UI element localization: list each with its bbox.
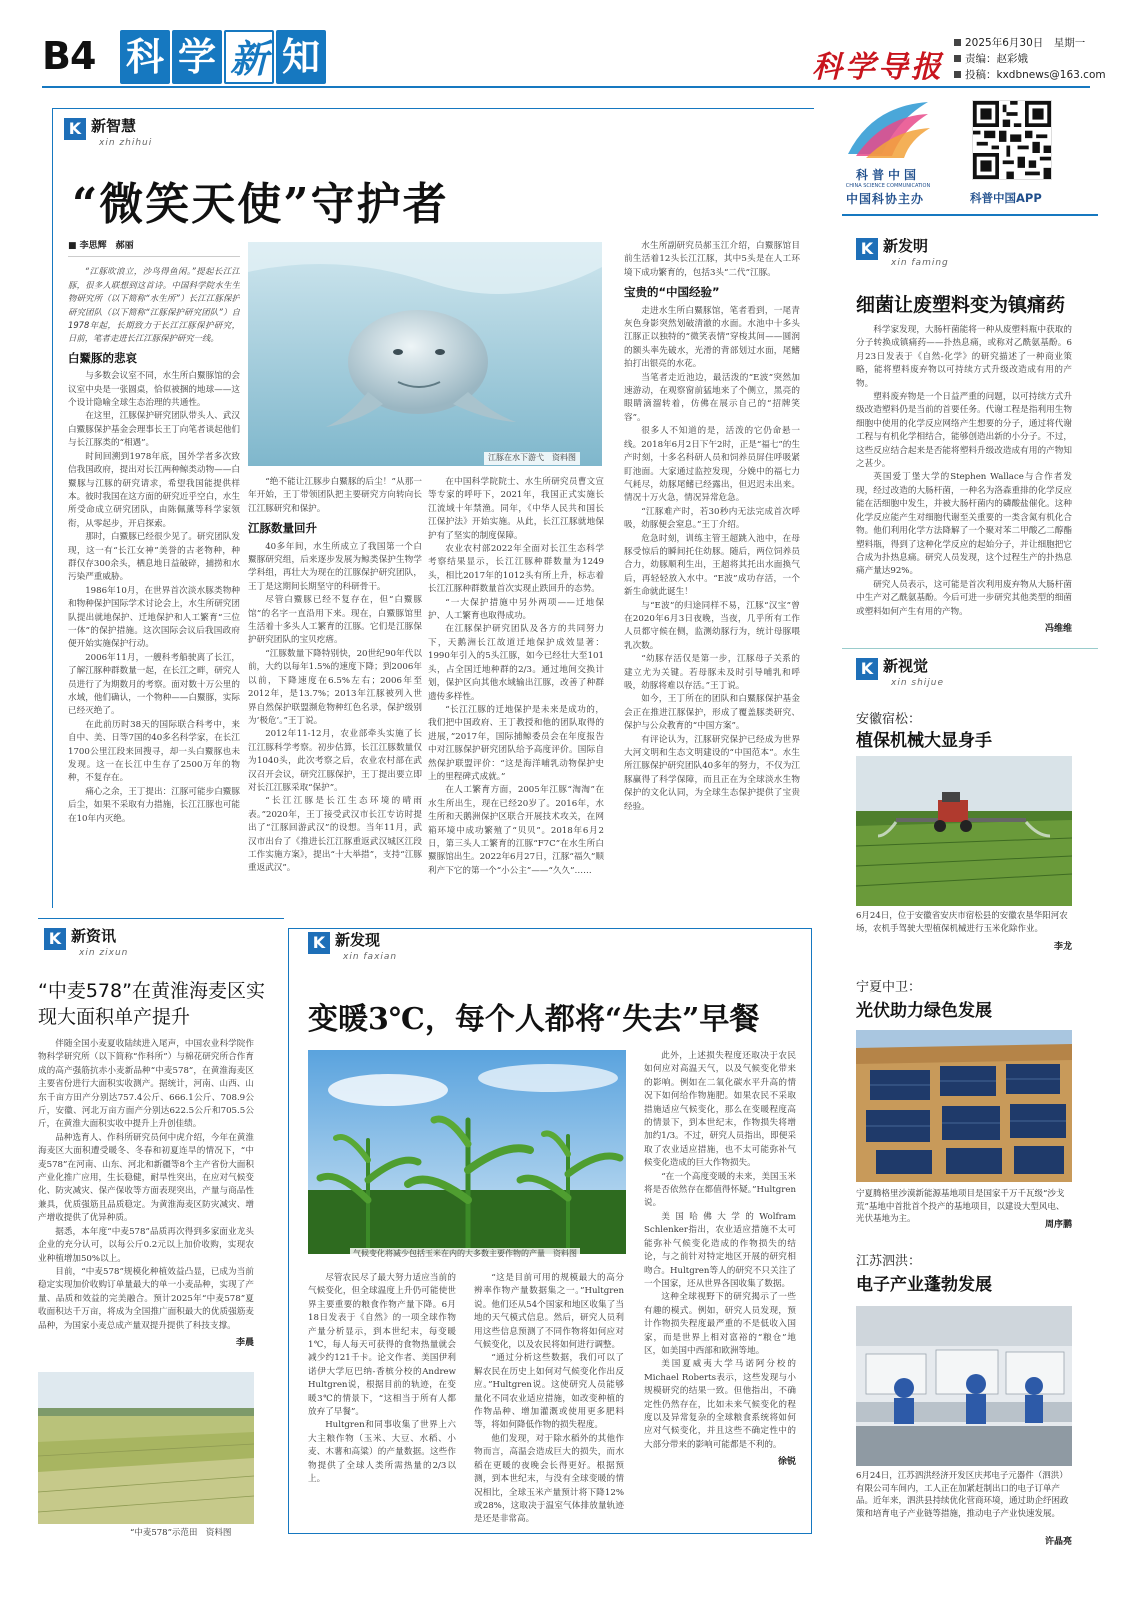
tag-xin-faming xyxy=(856,238,949,272)
visual-title: 植保机械大显身手 xyxy=(856,731,992,751)
lead: “江豚吹浪立，沙鸟得鱼闲。”提起长江江豚，很多人联想到这首诗。中国科学院水生生物研究所（以下简称“水生所”）长江江豚保护研究团队（以下简称“江豚保护研究团队”）自1978年起，长期致力于长江江豚保护研究，日前，笔者走进长江江豚保护研究一线。 xyxy=(68,266,240,344)
paragraph: 据悉，本年度“中麦578”品质再次得到多家面业龙头企业的充分认可，以每公斤0.2元以上加价收购，实现农业种植增加50%以上。 xyxy=(38,1226,254,1264)
paragraph: Hultgren和同事收集了世界上六大主粮作物（玉米、大豆、水稻、小麦、木薯和高粱）的产量数据。这些作物提供了全球人类所需热量的2/3以上。 xyxy=(308,1420,456,1485)
paragraph: 农业农村部2022年全面对长江生态科学考察结果显示，长江江豚种群数量为1249头，相比2017年的1012头有所上升，标志着长江江豚种群数量首次实现止跌回升的态势。 xyxy=(428,544,604,595)
tag-pinyin: xin faming xyxy=(891,258,949,268)
sprayer-image xyxy=(856,756,1072,906)
electronics-image xyxy=(856,1306,1072,1466)
byline: 周序鹏 xyxy=(1044,1220,1072,1230)
paragraph: 1986年10月，在世界首次淡水豚类物种和物种保护国际学术讨论会上，水生所研究团队提出就地保护、迁地保护和人工繁育“三位一体”的保护措施。这次国际会议后我国政府便开始实施保护行动。 xyxy=(68,585,240,650)
paragraph: 在中国科学院院士、水生所研究员曹文宣等专家的呼吁下，2021年，我国正式实施长江流域十年禁渔。同年，《中华人民共和国长江保护法》开始实施。从此，长江江豚就地保护有了坚实的制度保障。 xyxy=(428,477,604,541)
wheat-body xyxy=(38,1038,254,1364)
paragraph: 与“E波”的归途同样不易，江豚“汉宝”曾在2020年6月3日夜晚，当夜，几乎所有工作人员都守候在侧，监测幼豚行为，统计母豚喂乳次数。 xyxy=(624,600,800,651)
tag-xin-zixun xyxy=(44,928,128,962)
tag-label: 新发现 xyxy=(335,931,381,949)
paragraph: 如今，王丁所在的团队和白鱀豚保护基金会正在推进江豚保护，形成了覆盖豚类研究、保护与公众教育的“中国方案”。 xyxy=(624,694,800,732)
paragraph: “幼豚存活仅是第一步，江豚母子关系的建立尤为关键。若母豚未及时引导哺乳和呼吸，幼豚将难以存活。”王丁说。 xyxy=(624,654,800,691)
wheat-title: “中麦578”在黄淮海麦区实现大面积单产提升 xyxy=(38,980,265,1028)
climate-col-1 xyxy=(308,1272,456,1528)
photo-electronics xyxy=(856,1306,1072,1466)
paragraph: “长江江豚是长江生态环境的晴雨表。”2020年，王丁接受武汉市长江专访时提出了“江豚回游武汉”的设想。当年11月，武汉市出台了《推进长江江豚重返武汉城区江段工作实施方案》，提出“十大举措”，支持“江豚重返武汉”。 xyxy=(248,796,422,874)
paragraph: 在这里，江豚保护研究团队带头人、武汉白鱀豚保护基金会理事长王丁向笔者谈起他们与长江豚类的“相遇”。 xyxy=(68,411,240,449)
issue-date: 2025年6月30日 星期一 xyxy=(954,35,1106,51)
visual-caption: 6月24日，位于安徽省安庆市宿松县的安徽农垦华阳河农场，农机手驾驶大型植保机械进行玉米化除作业。 xyxy=(856,911,1068,934)
paragraph: 伴随全国小麦夏收陆续进入尾声，中国农业科学院作物科学研究所（以下简称“作科所”）与棉花研究所合作育成的高产强筋抗赤小麦新品种“中麦578”，在黄淮海麦区主要省份进行大面积实收测产。据统计，河南、山西、山东千亩方田产分别达757.4公斤、666.1公斤、708.9公斤，安徽、河北万亩方面产分别达622.5公斤和705.5公斤，在黄淮大面积实收中提升上升创佳绩。 xyxy=(38,1039,254,1130)
photo-caption: 气候变化将减少包括玉米在内的大多数主要作物的产量 资料图 xyxy=(350,1248,580,1261)
visual-title: 电子产业蓬勃发展 xyxy=(856,1275,992,1295)
paragraph: 在此前历时38天的国际联合科考中，来自中、美、日等7国的40多名科学家，在长江1700公里江段来回搜寻，却一头白鱀豚也未发现。这一在长江中生存了2500万年的物种，不复存在。 xyxy=(68,719,240,784)
newspaper-logo: 科学导报 xyxy=(812,50,944,85)
paragraph: 目前，“中麦578”规模化种植效益凸显，已成为当前稳定实现加价收购订单量最大的单一小麦品种，实现了产量、品质和效益的完美融合。预计2025年“中麦578”夏收面积达千万亩，将成为全国推广面积最大的优质强筋麦品种，为国家小麦总成产量双提升提供了科技支撑。 xyxy=(38,1266,254,1331)
photo-wheat-field xyxy=(38,1372,254,1524)
bacteria-body xyxy=(856,324,1072,642)
paragraph: 在人工繁育方面，2005年江豚“淘淘”在水生所出生，现在已经20岁了。2016年，水生所和天鹅洲保护区联合开展技术攻关，在网箱环境中成功繁殖了“贝贝”。2018年6月2日，第三头人工繁育的江豚“F7C”在水生所白鱀豚馆出生。2022年6月27日，江豚“福久”顺利产下它的第一个“小公主”——“久久”…… xyxy=(428,785,604,876)
byline: 李龙 xyxy=(1053,942,1072,952)
visual-kicker: 安徽宿松： xyxy=(856,712,922,727)
section-char: 学 xyxy=(172,30,222,84)
paragraph: 时间回溯到1978年底，国外学者多次致信我国政府，提出对长江两种鲸类动物——白鱀豚与江豚的研究请求，希望我国能提供样本。彼时我国在这方面的研究近乎空白，水生所受命成立研究团队，由陈佩薰等科学家领衔，从零起步，开启探索。 xyxy=(68,451,240,529)
paragraph: 危急时刻，训练主管王超跳入池中，在母豚受惊后的瞬间托住幼豚。随后，两位饲养员合力，幼豚顺利生出，王超将其托出水面换气后，再轻轻放入水中。“E波”成功存活，一个新生命就此诞生！ xyxy=(624,533,800,598)
porpoise-image xyxy=(248,242,602,466)
main-col-3 xyxy=(428,476,604,900)
photo-caption: 江豚在水下游弋 资料图 xyxy=(484,452,580,465)
bacteria-title: 细菌让废塑料变为镇痛药 xyxy=(856,294,1066,316)
climate-title: 变暖3℃，每个人都将“失去”早餐 xyxy=(308,1002,760,1037)
paragraph: 美国夏威夷大学马诺阿分校的Michael Roberts表示，这些发现与小规模研究的结果一致。但他指出，不确定性仍然存在，比如未来气候变化的程度以及异常复杂的全球粮食系统将如何应对气候变化，并且这些不确定性中的大部分带来的影响可能都是不利的。 xyxy=(644,1359,796,1450)
photo-sprayer xyxy=(856,756,1072,906)
tag-pinyin: xin zixun xyxy=(79,948,129,958)
k-logo-icon: K xyxy=(308,932,330,954)
section-title xyxy=(120,30,326,84)
paragraph: “绝不能让江豚步白鱀豚的后尘！”从那一年开始，王丁带领团队把主要研究方向转向长江江豚研究和保护。 xyxy=(248,477,422,514)
paragraph: 尽管农民尽了最大努力适应当前的气候变化，但全球温度上升仍可能使世界主要重要的粮食作物产量下降。6月18日发表于《自然》的一项全球作物产量分析显示，到本世纪末，每变暖1℃，每人每天可获得的食物热量就会减少约121千卡。论文作者、美国伊利诺伊大学厄巴纳-香槟分校的Andrew Hultgren说，根据目前的轨迹，在变暖3℃的情景下，“这相当于所有人都放弃了早餐”。 xyxy=(308,1273,456,1418)
byline: 徐锐 xyxy=(777,1457,796,1468)
paragraph: 那时，白鱀豚已经很少见了。研究团队发现，这一有“长江女神”美誉的古老物种，种群仅存300余头，栖息地日益破碎，捕捞和水污染严重威胁。 xyxy=(68,532,240,583)
section-heading: 江豚数量回升 xyxy=(248,521,317,536)
paragraph: 2012年11-12月，农业部牵头实施了长江江豚科学考察。初步估算，长江江豚数量仅为1040头，此次考察之后，农业农村部在武汉召开会议，研究江豚保护，王丁提出要立即对长江江豚采取“保护”。 xyxy=(248,729,422,793)
photo-finless-porpoise xyxy=(248,242,602,466)
paragraph: 40多年间，水生所成立了我国第一个白鱀豚研究组，后来逐步发展为鲸类保护生物学学科组，再壮大为现在的江豚保护研究团队，王丁是这期间长期坚守的科研骨干。 xyxy=(248,541,422,592)
issue-info xyxy=(954,35,1106,83)
visual-kicker: 江苏泗洪： xyxy=(856,1254,922,1269)
paragraph: 走进水生所白鱀豚馆，笔者看到，一尾青灰色身影突然划破清澈的水面。水池中十多头江豚正以独特的“微笑表情”穿梭其间——圆润的额头率先破水，光滑的背部划过水面，尾鳍拍打出银亮的水花。 xyxy=(624,305,800,370)
paragraph: 2006年11月，一艘科考船驶离了长江，了解江豚种群数量一起，在长江之畔，研究人员进行了为期数月的考察。面对数十万公里的水域，他们确认，一个物种——白鱀豚，实际已经灭绝了。 xyxy=(68,652,240,717)
photo-corn xyxy=(308,1050,626,1254)
paragraph: 英国爱丁堡大学的Stephen Wallace与合作者发现，经过改造的大肠杆菌，一种名为洛森重排的化学反应能在活细胞中发生，并被大肠杆菌内的磷酸盐催化。这种化学反应能产生对细胞代谢至关重要的一类含氮有机化合物。他们利用化学方法降解了一个聚对苯二甲酸乙二醇酯塑料瓶，得到了这种化学反应的起始分子，并让细胞把它合成为扑热息痛。研究人员发现，这个过程生产的扑热息痛产量达92%。 xyxy=(856,472,1072,577)
k-logo-icon: K xyxy=(856,658,878,680)
k-logo-icon: K xyxy=(64,118,86,140)
paragraph: 他们发现，对于除水稻外的其他作物而言，高温会造成巨大的损失，而水稻在更暖的夜晚会长得更好。根据预测，到本世纪末，与没有全球变暖的情况相比，全球玉米产量预计将下降12%或28%，这取决于温室气体排放量轨迹是还是非常高。 xyxy=(474,1433,624,1525)
visual-title: 光伏助力绿色发展 xyxy=(856,1001,992,1021)
paragraph: 这种全球视野下的研究揭示了一些有趣的模式。例如，研究人员发现，预计作物损失程度最严重的不是低收入国家，而是世界上相对富裕的“粮仓”地区，如美国中西部和欧洲等地。 xyxy=(644,1292,796,1356)
paragraph: 痛心之余，王丁提出：江豚可能步白鱀豚后尘，如果不采取有力措施，长江江豚也可能在10年内灭绝。 xyxy=(68,786,240,824)
section-char: 科 xyxy=(120,30,170,84)
paragraph: “这是目前可用的规模最大的高分辨率作物产量数据集之一。”Hultgren说。他们还从54个国家和地区收集了当地的天气模式信息。然后，研究人员利用这些信息预测了不同作物将如何应对气候变化，以及农民将如何进行调整。 xyxy=(474,1273,624,1351)
contact-email: 投稿：kxdbnews@163.com xyxy=(954,67,1106,83)
byline: 冯维维 xyxy=(1044,623,1072,634)
paragraph: “一大保护措施中另外两项——迁地保护、人工繁育也取得成功。 xyxy=(428,597,604,622)
main-col-4 xyxy=(624,240,800,900)
section-char: 新 xyxy=(224,30,274,84)
ad-rule xyxy=(842,214,1098,216)
section-char: 知 xyxy=(276,30,326,84)
paragraph: 科学家发现，大肠杆菌能将一种从废塑料瓶中获取的分子转换成镇痛药——扑热息痛，或称对乙酰氨基酚。6月23日发表于《自然-化学》的研究描述了一种商业策略，能将塑料废弃物以可持续方式升级改造成有用的产物。 xyxy=(856,325,1072,389)
masthead-rule xyxy=(42,86,1090,88)
main-col-2 xyxy=(248,476,422,900)
corn-image xyxy=(308,1050,626,1254)
tag-xin-faxian xyxy=(308,932,397,966)
photo-solar xyxy=(856,1030,1072,1182)
kepu-brand-en: CHINA SCIENCE COMMUNICATION xyxy=(845,183,931,189)
visual-caption: 6月24日，江苏泗洪经济开发区庆邦电子元器件（泗洪）有限公司车间内，工人正在加紧赶制出口的电子订单产品。近年来，泗洪县持续优化营商环境，通过助企纾困政策和培育电子产业链等措施，推动电子产业快速发展。 xyxy=(856,1471,1069,1519)
byline: 许晶亮 xyxy=(1044,1537,1072,1547)
tag-xin-shijue xyxy=(856,658,944,692)
paragraph: 品种选育人、作科所研究员何中虎介绍，今年在黄淮海麦区大面积遭受暖冬、冬春和初夏连旱的情况下，“中麦578”在河南、山东、河北和新疆等8个主产省份大面积产业化推广应用，生长稳健，耐旱性突出，在应对气候变化、防灾减灾、保产保收等方面表现突出，产量与商品性兼具，优质强筋且品质稳定。为黄淮海麦区防灾减灾、增产增收提供了优异种质。 xyxy=(38,1132,254,1224)
paragraph: “通过分析这些数据，我们可以了解农民在历史上如何对气候变化作出反应。”Hultgren说。这使研究人员能够量化不同农业适应措施，如改变种植的作物品种、增加灌溉或使用更多肥料等，将如何降低作物的损失程度。 xyxy=(474,1353,624,1431)
paragraph: 当笔者走近池边，最活泼的“E波”突然加速游动，在观察窗前猛地来了个侧立，黑亮的眼睛滴溜转着，仿佛在展示自己的“招牌笑容”。 xyxy=(624,372,800,423)
tag-label: 新资讯 xyxy=(71,927,117,945)
divider xyxy=(842,648,1098,649)
paragraph: 尽管白鱀豚已经不复存在，但“白鱀豚馆”的名字一直沿用下来。现在，白鱀豚馆里生活着十多头人工繁育的江豚。它们是江豚保护研究团队的宝贝疙瘩。 xyxy=(248,595,422,646)
paragraph: 研究人员表示，这可能是首次利用废弃物从大肠杆菌中生产对乙酰氨基酚。今后可进一步研究其他类型的细菌或塑料如何产生有用的产物。 xyxy=(856,579,1072,617)
section-heading: 宝贵的“中国经验” xyxy=(624,285,720,300)
paragraph: “长江江豚的迁地保护是未来是成功的，我们把中国政府、王丁教授和他的团队取得的进展，”2017年，国际捕鲸委员会在年度报告中对江豚保护研究团队给予高度评价。国际自然保护联盟评价：“这是海洋哺乳动物保护史上的里程碑式成就。” xyxy=(428,704,604,782)
climate-col-3 xyxy=(644,1050,796,1528)
visual-caption: 宁夏腾格里沙漠新能源基地项目是国家千万千瓦级“沙戈荒”基地中首批首个投产的基地项目，以建设大型风电、光伏基地为主。 xyxy=(856,1189,1065,1224)
divider xyxy=(38,918,284,919)
paragraph: 水生所副研究员郝玉江介绍，白鱀豚馆目前生活着12头长江江豚，其中5头是在人工环境下成功繁育的，包括3头“二代”江豚。 xyxy=(624,241,800,278)
paragraph: “江豚数量下降特别快，20世纪90年代以前，大约以每年1.5%的速度下降；到2006年以前，下降速度在6.5%左右；2006年至2012年，是13.7%；2013年江豚被列入世界自然保护联盟濒危物种红色名录，保护级别为‘极危’。”王丁说。 xyxy=(248,648,422,726)
solar-image xyxy=(856,1030,1072,1182)
tag-xin-zhihui xyxy=(64,118,152,152)
ad-slogan: 中国科协主办 xyxy=(846,192,925,206)
tag-label: 新视觉 xyxy=(883,657,929,675)
authors: 李思辉 郝丽 xyxy=(79,241,134,251)
paragraph: “在一个高度变暖的未来，美国玉米将是否依然存在都值得怀疑。”Hultgren说。 xyxy=(644,1171,796,1209)
paragraph: 在江豚保护研究团队及各方的共同努力下，天鹅洲长江故道迁地保护成效显著：1990年引入的5头江豚，如今已经壮大至101头，占全国迁地种群的2/3。通过地间交换计划，保护区向其他水域输出江豚，改善了种群遗传多样性。 xyxy=(428,624,604,702)
kepu-logo-icon xyxy=(842,96,934,162)
tag-pinyin: xin shijue xyxy=(891,678,945,688)
main-title: “微笑天使”守护者 xyxy=(72,179,449,230)
byline: 李晨 xyxy=(235,1337,254,1348)
paragraph: 有评论认为，江豚研究保护已经成为世界大河文明和生态文明建设的“中国范本”。水生所江豚保护研究团队40多年的努力，不仅为江豚赢得了科学保障，而且正在为全球淡水生物保护的文化认同，为全球生态保护提供了宝贵经验。 xyxy=(624,734,800,812)
tag-label: 新发明 xyxy=(883,237,929,255)
paragraph: 很多人不知道的是，活泼的它仍命悬一线。2018年6月2日下午2时，正是“福七”的生产时刻，十多名科研人员和饲养员屏住呼吸紧盯池面。大家通过监控发现，分娩中的福七力气耗尽，幼豚尾鳍已经露出，但迟迟未出来。情况十万火急，情况异常危急。 xyxy=(624,426,800,504)
section-heading: 白鱀豚的悲哀 xyxy=(68,350,137,365)
main-col-1: ■ 李思辉 郝丽 “江豚吹浪立，沙鸟得鱼闲。”提起长江江豚，很多人联想到这首诗。中国科学院水生生物研究所（以下简称“水生所”）长江江豚保护研究团队（以下简称“江豚保护研究团队”）自1978年起，长期致力于长江江豚保护研究，日前，笔者走进长江江豚保护研究一线。 白鱀豚的悲哀 与多数会议室不同，水生所白鱀豚馆的会议室中央是一张圆桌，恰似被捆的地球——这个设计隐喻全球生态治理的共通性。 在这里，江豚保护研究团队带头人、武汉白鱀豚保护基金会理事长王丁向笔者谈起他们与长江豚类的“相遇”。 时间回溯到1978年底，国外学者多次致信我国政府，提出对长江两种鲸类动物——白鱀豚与江豚的研究请求，希望我国能提供样本。彼时我国在这方面的研究近乎空白，水生所受命成立研究团队，由陈佩薰等科学家领衔，从零起步，开启探索。 那时，白鱀豚已经很少见了。研究团队发现，这一有“长江女神”美誉的古老物种，种群仅存300余头，栖息地日益破碎，捕捞和水污染严重威胁。 1986年10月，在世界首次淡水豚类物种和物种保护国际学术讨论会上，水生所研究团队提出就地保护、迁地保护和人工繁育“三位一体”的保护措施。这次国际会议后我国政府便开始实施保护行动。 2006年11月，一艘科考船驶离了长江，了解江豚种群数量一起，在长江之畔，研究人员进行了为期数月的考察。面对数十万公里的水域，他们确认，一个物种——白鱀豚，实际已经灭绝了。 在此前历时38天的国际联合科考中，来自中、美、日等7国的40多名科学家，在长江1700公里江段来回搜寻，却一头白鱀豚也未发现。这一在长江中生存了2500万年的物种，不复存在。 痛心之余，王丁提出：江豚可能步白鱀豚后尘，如果不采取有力措施，长江江豚也可能在10年内灭绝。 xyxy=(68,240,240,900)
qr-code[interactable] xyxy=(972,100,1052,180)
kepu-brand: 科普中国 xyxy=(855,168,920,182)
tag-pinyin: xin faxian xyxy=(343,952,398,962)
k-logo-icon: K xyxy=(44,928,66,950)
paragraph: 与多数会议室不同，水生所白鱀豚馆的会议室中央是一张圆桌，恰似被捆的地球——这个设计隐喻全球生态治理的共通性。 xyxy=(68,371,240,409)
page-number: B4 xyxy=(42,34,96,78)
wheat-field-image xyxy=(38,1372,254,1524)
tag-pinyin: xin zhihui xyxy=(99,138,153,148)
climate-col-2 xyxy=(474,1272,624,1528)
editor-line: 责编：赵彩娥 xyxy=(954,51,1106,67)
kepu-ad[interactable] xyxy=(842,96,934,202)
tag-label: 新智慧 xyxy=(91,117,137,135)
photo-caption: “中麦578”示范田 资料图 xyxy=(130,1528,232,1538)
paragraph: “江豚难产时，若30秒内无法完成首次呼吸，幼豚便会窒息。”王丁介绍。 xyxy=(624,506,800,531)
qr-code-icon xyxy=(973,101,1051,179)
paragraph: 塑料废弃物是一个日益严重的问题，以可持续方式升级改造塑料仍是当前的首要任务。代谢工程是指利用生物细胞中使用的化学反应网络产生想要的分子，通过将代谢工程与有机化学相结合，能够创造出新的小分子。不过，这些反应结合起来是否能将塑料升级改造成有用的产物知之甚少。 xyxy=(856,392,1072,470)
k-logo-icon: K xyxy=(856,238,878,260)
visual-kicker: 宁夏中卫： xyxy=(856,980,922,995)
paragraph: 此外，上述损失程度还取决于农民如何应对高温天气，以及气候变化带来的影响。例如在二氧化碳水平升高的情况下如何给作物施肥。如果农民不采取措施适应气候变化，那么在变暖程度高的情景下，到本世纪末，作物损失将增加约1/3。不过，研究人员指出，即便采取了农业适应措施，也不太可能弥补气候变化造成的巨大作物损失。 xyxy=(644,1051,796,1169)
paragraph: 美国哈佛大学的Wolfram Schlenker指出，农业适应措施不太可能弥补气候变化造成的作物损失的结论，与之前针对特定地区开展的研究相吻合。Hultgren等人的研究不只关注了一个国家，还从世界各国收集了数据。 xyxy=(644,1211,796,1289)
app-label: 科普中国APP xyxy=(970,191,1042,205)
